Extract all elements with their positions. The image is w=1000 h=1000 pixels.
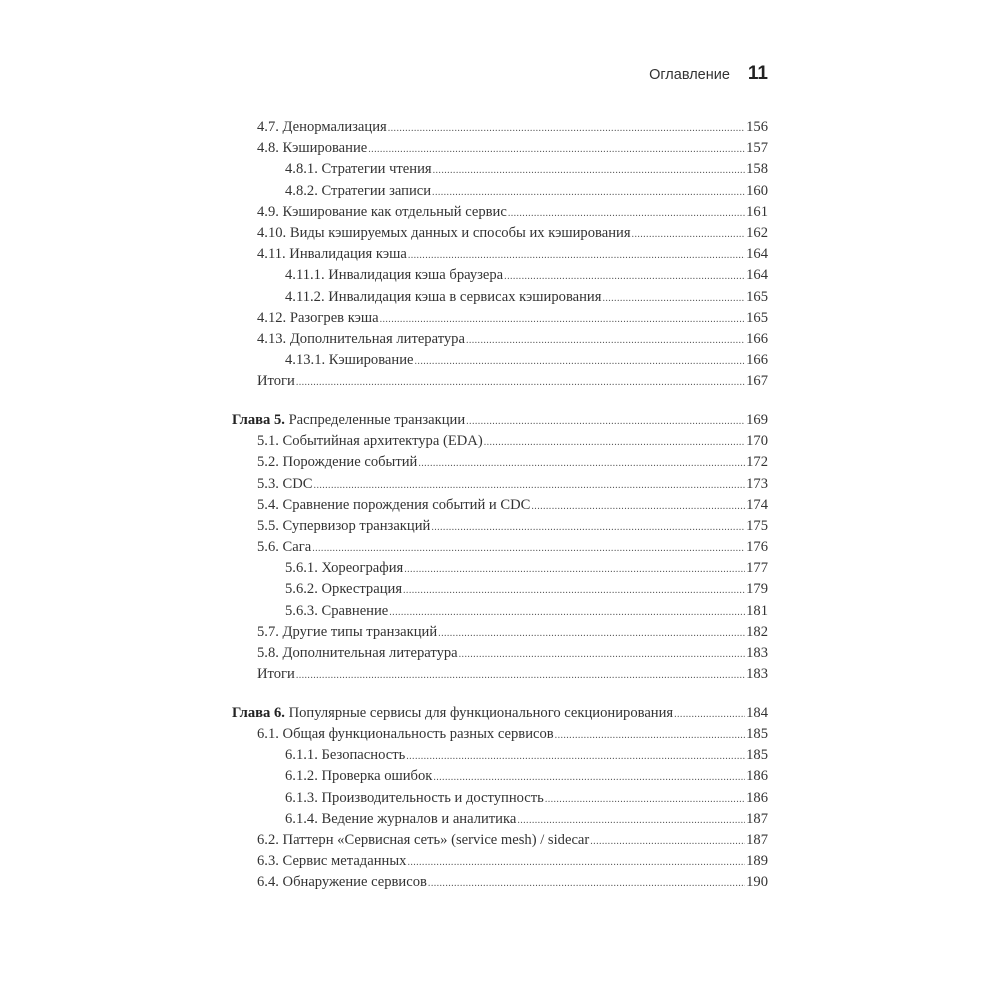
dot-leader bbox=[674, 704, 745, 725]
toc-entry[interactable] bbox=[232, 308, 768, 329]
dot-leader bbox=[632, 224, 746, 245]
toc-entry-title bbox=[257, 329, 465, 350]
toc-entry[interactable] bbox=[232, 181, 768, 202]
toc-entry-page: 173 bbox=[746, 475, 768, 492]
toc-entry[interactable] bbox=[232, 474, 768, 495]
toc-entry-label: 4.11.1. Инвалидация кэша браузера bbox=[285, 267, 504, 284]
dot-leader bbox=[531, 496, 745, 517]
toc-entry-page: 186 bbox=[746, 768, 768, 785]
toc-entry-title bbox=[257, 664, 295, 685]
toc-entry-label: 5.3. CDC bbox=[257, 475, 313, 492]
toc-entry-title bbox=[285, 181, 431, 202]
toc-entry-title bbox=[232, 703, 673, 724]
toc-entry-label: 6.3. Сервис метаданных bbox=[257, 853, 407, 870]
dot-leader bbox=[388, 118, 745, 139]
toc-entry-page: 156 bbox=[746, 119, 768, 135]
toc-entry[interactable] bbox=[232, 287, 768, 308]
toc-entry-page: 183 bbox=[746, 666, 768, 683]
toc-chapter-entry[interactable] bbox=[232, 410, 768, 431]
toc-entry-page: 189 bbox=[746, 853, 768, 870]
toc-entry-title bbox=[285, 601, 388, 622]
toc-entry-page: 162 bbox=[746, 224, 768, 241]
toc-chapter-entry[interactable] bbox=[232, 703, 768, 724]
toc-entry[interactable] bbox=[232, 766, 768, 787]
toc-entry-page: 190 bbox=[746, 874, 768, 891]
toc-section bbox=[232, 117, 768, 392]
toc-entry[interactable] bbox=[232, 329, 768, 350]
dot-leader bbox=[517, 810, 745, 831]
toc-entry-page: 164 bbox=[746, 246, 768, 263]
dot-leader bbox=[418, 453, 745, 474]
toc-entry-title bbox=[257, 117, 387, 138]
toc-entry-label: 5.6. Сага bbox=[257, 539, 312, 556]
toc-entry[interactable] bbox=[232, 851, 768, 872]
toc-entry-title bbox=[257, 851, 406, 872]
toc-entry[interactable] bbox=[232, 788, 768, 809]
dot-leader bbox=[484, 432, 745, 453]
toc-entry[interactable] bbox=[232, 223, 768, 244]
toc-entry-title bbox=[285, 579, 402, 600]
toc-entry-page: 170 bbox=[746, 433, 768, 450]
toc-entry-title bbox=[257, 308, 379, 329]
toc-entry-page: 185 bbox=[746, 726, 768, 743]
toc-entry-title bbox=[285, 788, 544, 809]
toc-entry-page: 161 bbox=[746, 203, 768, 220]
toc-entry-label: 4.9. Кэширование как отдельный сервис bbox=[257, 203, 507, 220]
dot-leader bbox=[504, 266, 745, 287]
toc-entry[interactable] bbox=[232, 350, 768, 371]
toc-entry-page: 187 bbox=[746, 810, 768, 827]
toc-entry[interactable] bbox=[232, 809, 768, 830]
dot-leader bbox=[459, 644, 745, 665]
toc-section bbox=[232, 703, 768, 894]
toc-entry-label: 4.11. Инвалидация кэша bbox=[257, 246, 407, 263]
toc-entry-page: 177 bbox=[746, 560, 768, 577]
toc-entry[interactable] bbox=[232, 159, 768, 180]
toc-entry-label: 5.6.3. Сравнение bbox=[285, 602, 389, 619]
toc-entry-title bbox=[285, 745, 405, 766]
dot-leader bbox=[433, 160, 745, 181]
toc-entry-label: 5.4. Сравнение порождения событий и CDC bbox=[257, 496, 531, 513]
toc-entry-title bbox=[257, 474, 313, 495]
dot-leader bbox=[602, 288, 745, 309]
toc-entry-title bbox=[285, 809, 516, 830]
dot-leader bbox=[408, 245, 745, 266]
toc-entry-page: 157 bbox=[746, 140, 768, 157]
toc-entry-title bbox=[257, 495, 530, 516]
toc-entry[interactable] bbox=[232, 872, 768, 893]
toc-entry[interactable] bbox=[232, 643, 768, 664]
toc-entry[interactable] bbox=[232, 622, 768, 643]
dot-leader bbox=[406, 746, 745, 767]
toc-entry[interactable] bbox=[232, 431, 768, 452]
table-of-contents bbox=[232, 117, 768, 911]
toc-entry-title bbox=[257, 516, 430, 537]
dot-leader bbox=[590, 831, 745, 852]
toc-entry-label: 4.13.1. Кэширование bbox=[285, 352, 414, 369]
toc-entry-label: Итоги bbox=[257, 666, 295, 683]
toc-entry-title bbox=[285, 350, 414, 371]
toc-entry-page: 158 bbox=[746, 161, 768, 178]
toc-entry[interactable] bbox=[232, 371, 768, 392]
toc-entry[interactable] bbox=[232, 724, 768, 745]
toc-entry-title bbox=[257, 431, 483, 452]
dot-leader bbox=[428, 873, 745, 894]
toc-entry[interactable] bbox=[232, 830, 768, 851]
dot-leader bbox=[438, 623, 745, 644]
toc-entry[interactable] bbox=[232, 244, 768, 265]
toc-entry-page: 175 bbox=[746, 517, 768, 534]
dot-leader bbox=[415, 351, 746, 372]
toc-entry-title bbox=[257, 138, 367, 159]
toc-entry-label: 5.5. Супервизор транзакций bbox=[257, 517, 431, 534]
toc-entry-label: 6.4. Обнаружение сервисов bbox=[257, 874, 427, 891]
toc-entry-title bbox=[257, 452, 417, 473]
toc-entry-label: 4.7. Денормализация bbox=[257, 119, 387, 135]
toc-entry[interactable] bbox=[232, 558, 768, 579]
chapter-number: Глава 5. bbox=[232, 411, 285, 428]
toc-entry-label: 6.1.1. Безопасность bbox=[285, 747, 406, 764]
toc-entry[interactable] bbox=[232, 452, 768, 473]
toc-entry-page: 166 bbox=[746, 352, 768, 369]
toc-entry-title bbox=[257, 371, 295, 392]
toc-entry-page: 179 bbox=[746, 581, 768, 598]
toc-entry-label: Распределенные транзакции bbox=[288, 411, 466, 428]
toc-entry-page: 165 bbox=[746, 288, 768, 305]
toc-entry-title bbox=[257, 643, 458, 664]
toc-entry-title bbox=[232, 410, 465, 431]
toc-entry-page: 182 bbox=[746, 623, 768, 640]
toc-entry-label: 5.1. Событийная архитектура (EDA) bbox=[257, 433, 483, 450]
dot-leader bbox=[403, 580, 745, 601]
toc-entry-title bbox=[257, 223, 631, 244]
dot-leader bbox=[312, 538, 745, 559]
dot-leader bbox=[432, 182, 745, 203]
toc-entry-label: 5.7. Другие типы транзакций bbox=[257, 623, 438, 640]
toc-entry-title bbox=[257, 244, 407, 265]
toc-entry-title bbox=[285, 766, 432, 787]
toc-entry-page: 176 bbox=[746, 539, 768, 556]
dot-leader bbox=[296, 372, 745, 393]
page-number: 11 bbox=[747, 63, 768, 84]
dot-leader bbox=[545, 789, 745, 810]
chapter-number: Глава 6. bbox=[232, 704, 285, 721]
toc-entry-label: 5.6.1. Хореография bbox=[285, 560, 404, 577]
dot-leader bbox=[296, 665, 745, 686]
toc-entry-title bbox=[257, 872, 427, 893]
toc-entry-title bbox=[285, 558, 403, 579]
toc-entry-page: 172 bbox=[746, 454, 768, 471]
toc-entry-label: 6.2. Паттерн «Сервисная сеть» (service mesh) / sidecar bbox=[257, 832, 590, 848]
toc-entry-page: 187 bbox=[746, 832, 768, 848]
toc-entry[interactable] bbox=[232, 138, 768, 159]
dot-leader bbox=[431, 517, 745, 538]
dot-leader bbox=[368, 139, 745, 160]
dot-leader bbox=[407, 852, 745, 873]
toc-entry-label: 4.8.1. Стратегии чтения bbox=[285, 161, 432, 178]
dot-leader bbox=[433, 767, 745, 788]
toc-entry-label: 4.11.2. Инвалидация кэша в сервисах кэширования bbox=[285, 288, 602, 305]
toc-entry-title bbox=[285, 265, 503, 286]
toc-entry-page: 167 bbox=[746, 373, 768, 390]
toc-entry-label: Популярные сервисы для функционального секционирования bbox=[288, 704, 674, 721]
toc-entry-page: 165 bbox=[746, 309, 768, 326]
dot-leader bbox=[314, 475, 746, 496]
toc-entry[interactable] bbox=[232, 537, 768, 558]
toc-entry-page: 181 bbox=[746, 602, 768, 619]
toc-entry-label: 4.12. Разогрев кэша bbox=[257, 309, 379, 326]
toc-entry[interactable] bbox=[232, 745, 768, 766]
dot-leader bbox=[404, 559, 745, 580]
toc-entry[interactable] bbox=[232, 202, 768, 223]
toc-entry-page: 185 bbox=[746, 747, 768, 764]
toc-entry-label: 6.1.2. Проверка ошибок bbox=[285, 768, 433, 785]
toc-entry-page: 160 bbox=[746, 182, 768, 199]
toc-entry[interactable] bbox=[232, 579, 768, 600]
toc-section bbox=[232, 410, 768, 685]
toc-entry-title bbox=[257, 202, 507, 223]
toc-entry-title bbox=[257, 724, 554, 745]
toc-entry-label: Итоги bbox=[257, 373, 295, 390]
toc-entry-label: 5.6.2. Оркестрация bbox=[285, 581, 403, 598]
toc-entry-page: 164 bbox=[746, 267, 768, 284]
toc-entry-page: 174 bbox=[746, 496, 768, 513]
toc-entry-title bbox=[257, 830, 589, 851]
toc-entry-page: 166 bbox=[746, 330, 768, 347]
toc-entry[interactable] bbox=[232, 516, 768, 537]
toc-entry-title bbox=[257, 537, 311, 558]
toc-entry-page: 183 bbox=[746, 645, 768, 661]
toc-entry[interactable] bbox=[232, 117, 768, 138]
toc-entry-label: 5.8. Дополнительная литература bbox=[257, 645, 458, 661]
toc-entry-label: 4.10. Виды кэшируемых данных и способы их кэширования bbox=[257, 224, 631, 241]
toc-entry-title bbox=[285, 159, 432, 180]
toc-entry-label: 4.13. Дополнительная литература bbox=[257, 330, 465, 347]
dot-leader bbox=[380, 309, 746, 330]
toc-entry-label: 5.2. Порождение событий bbox=[257, 454, 418, 471]
toc-entry[interactable] bbox=[232, 495, 768, 516]
toc-entry-label: 6.1.4. Ведение журналов и аналитика bbox=[285, 810, 517, 827]
running-header bbox=[649, 63, 768, 85]
toc-entry-label: 4.8.2. Стратегии записи bbox=[285, 182, 432, 199]
dot-leader bbox=[555, 725, 745, 746]
toc-entry[interactable] bbox=[232, 265, 768, 286]
toc-entry-page: 184 bbox=[746, 704, 768, 721]
toc-entry-title bbox=[257, 622, 437, 643]
toc-entry[interactable] bbox=[232, 601, 768, 622]
dot-leader bbox=[389, 602, 745, 623]
toc-entry-label: 4.8. Кэширование bbox=[257, 140, 368, 157]
toc-entry-label: 6.1. Общая функциональность разных сервисов bbox=[257, 726, 554, 743]
toc-entry-label: 6.1.3. Производительность и доступность bbox=[285, 789, 544, 806]
toc-entry-title bbox=[285, 287, 601, 308]
running-header-title: Оглавление bbox=[649, 67, 730, 83]
dot-leader bbox=[508, 203, 745, 224]
toc-entry[interactable] bbox=[232, 664, 768, 685]
dot-leader bbox=[466, 411, 745, 432]
dot-leader bbox=[466, 330, 745, 351]
toc-entry-page: 169 bbox=[746, 411, 768, 428]
toc-entry-page: 186 bbox=[746, 789, 768, 806]
